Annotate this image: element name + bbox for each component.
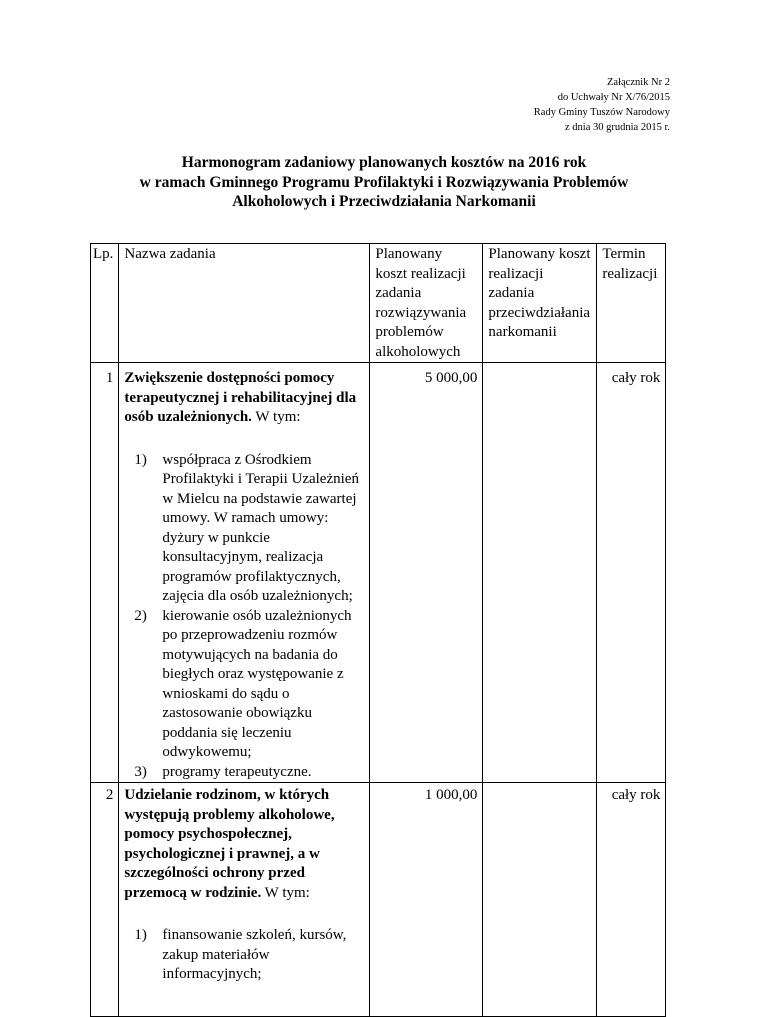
header-name: Nazwa zadania xyxy=(119,244,370,363)
header-lp: Lp. xyxy=(91,244,119,363)
list-item xyxy=(124,451,364,607)
annex-note xyxy=(534,75,670,135)
item-text: kierowanie osób uzależnionych po przeprowadzeniu rozmów motywujących na badania do biegłych oraz występowanie z wnioskami do sądu o zastosowanie obowiązku poddania się leczeniu odwykowemu; xyxy=(162,607,352,760)
item-number: 2) xyxy=(134,607,147,624)
list-item xyxy=(124,607,364,763)
schedule-table xyxy=(90,243,666,1017)
header-drug-cost: Planowany koszt realizacji zadania przeciwdziałania narkomanii xyxy=(483,244,597,363)
annex-line: do Uchwały Nr X/76/2015 xyxy=(557,92,670,103)
row-deadline: cały rok xyxy=(597,783,666,1017)
title-line: w ramach Gminnego Programu Profilaktyki i Rozwiązywania Problemów xyxy=(139,173,629,191)
task-title: Zwiększenie dostępności pomocy terapeutycznej i rehabilitacyjnej dla osób uzależnionych. xyxy=(124,370,357,425)
annex-line: Rady Gminy Tuszów Narodowy xyxy=(533,107,670,118)
row-deadline: cały rok xyxy=(597,363,666,783)
row-drug-cost xyxy=(483,783,597,1017)
task-items xyxy=(124,926,364,985)
table-header-row xyxy=(91,244,666,363)
annex-line: Załącznik Nr 2 xyxy=(607,77,670,88)
item-number: 1) xyxy=(134,451,147,468)
task-suffix: W tym: xyxy=(251,409,301,425)
annex-line: z dnia 30 grudnia 2015 r. xyxy=(565,122,670,133)
header-deadline: Termin realizacji xyxy=(597,244,666,363)
header-alcohol-cost: Planowany koszt realizacji zadania rozwiązywania problemów alkoholowych xyxy=(370,244,483,363)
table-row xyxy=(91,783,666,1017)
document-title xyxy=(0,153,768,212)
task-items xyxy=(124,451,364,783)
item-text: finansowanie szkoleń, kursów, zakup materiałów informacyjnych; xyxy=(162,927,347,982)
title-line: Harmonogram zadaniowy planowanych kosztów na 2016 rok xyxy=(181,154,587,171)
item-text: współpraca z Ośrodkiem Profilaktyki i Terapii Uzależnień w Mielcu na podstawie zawartej umowy. W ramach umowy: dyżury w punkcie konsultacyjnym, realizacja programów profilaktycznych, zajęcia dla osób uzależnionych; xyxy=(162,451,359,604)
table-row xyxy=(91,363,666,783)
list-item xyxy=(124,763,364,783)
row-task xyxy=(119,363,370,783)
item-number: 1) xyxy=(134,927,147,943)
task-title: Udzielanie rodzinom, w których występują problemy alkoholowe, pomocy psychospołecznej, psychologicznej i prawnej, a w szczególności ochrony przed przemocą w rodzinie. xyxy=(124,787,335,901)
item-text: programy terapeutyczne. xyxy=(162,763,312,780)
task-suffix: W tym: xyxy=(261,884,310,901)
row-task xyxy=(119,783,370,1017)
row-drug-cost xyxy=(483,363,597,783)
row-lp: 2 xyxy=(91,783,119,1017)
title-line: Alkoholowych i Przeciwdziałania Narkomanii xyxy=(232,193,536,210)
row-alcohol-cost: 1 000,00 xyxy=(370,783,483,1017)
list-item xyxy=(124,926,364,985)
item-number: 3) xyxy=(134,763,147,780)
row-alcohol-cost: 5 000,00 xyxy=(370,363,483,783)
row-lp: 1 xyxy=(91,363,119,783)
